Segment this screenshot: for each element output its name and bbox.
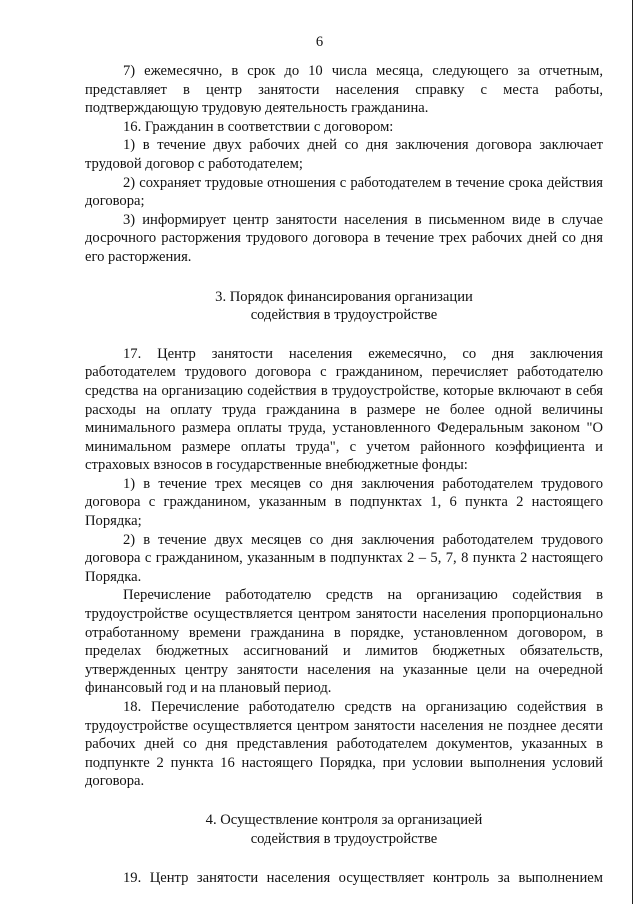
section-heading (85, 288, 603, 325)
paragraph: Перечисление работодателю средств на организацию содействия в трудоустройстве осуществляется центром занятости населения пропорционально отработанному времени гражданина в порядке, установленном договором, в пределах бюджетных ассигнований и лимитов бюджетных обязательств, утвержденных центру занятости населения на указанные цели на очередной финансовый год и на плановый период. (85, 587, 603, 697)
section-heading-line: содействия в трудоустройстве (250, 830, 438, 847)
paragraph: 1) в течение трех месяцев со дня заключения работодателем трудового договора с гражданином, указанным в подпунктах 1, 6 пункта 2 настоящего Порядка; (85, 475, 603, 530)
paragraph: 7) ежемесячно, в срок до 10 числа месяца, следующего за отчетным, представляет в центр занятости населения справку с места работы, подтверждающую трудовую деятельность гражданина. (85, 63, 603, 117)
paragraph: 3) информирует центр занятости населения в письменном виде в случае досрочного расторжения трудового договора в течение трех рабочих дней со дня его расторжения. (85, 211, 603, 265)
document-body (85, 62, 603, 888)
section-heading-line: 3. Порядок финансирования организации (215, 288, 473, 305)
paragraph: 2) сохраняет трудовые отношения с работодателем в течение срока действия договора; (85, 174, 603, 210)
section-heading-line: содействия в трудоустройстве (250, 307, 438, 324)
paragraph: 1) в течение двух рабочих дней со дня заключения договора заключает трудовой договор с работодателем; (85, 137, 603, 172)
page-number: 6 (315, 34, 324, 50)
paragraph: 2) в течение двух месяцев со дня заключения работодателем трудового договора с гражданином, указанным в подпунктах 2 – 5, 7, 8 пункта 2 настоящего Порядка. (85, 531, 603, 585)
paragraph: 19. Центр занятости населения осуществляет контроль за выполнением (123, 870, 603, 887)
paragraph: 17. Центр занятости населения ежемесячно, со дня заключения работодателем трудового договора с гражданином, перечисляет работодателю средства на организацию содействия в трудоустройстве, которые включают в себя расходы на оплату труда гражданина в размере не более одной величины минимального размера оплаты труда, установленного Федеральным законом "О минимальном размере оплаты труда", с учетом районного коэффициента и страховых взносов в государственные внебюджетные фонды: (85, 345, 603, 474)
section-heading-line: 4. Осуществление контроля за организацией (205, 811, 483, 828)
paragraph: 18. Перечисление работодателю средств на организацию содействия в трудоустройстве осуществляется центром занятости населения не позднее десяти рабочих дней со дня представления работодателем документов, указанных в подпункте 2 пункта 16 настоящего Порядка, при условии выполнения условий договора. (85, 699, 603, 790)
scan-edge-line (632, 0, 633, 904)
section-heading (85, 811, 603, 848)
paragraph: 16. Гражданин в соответствии с договором: (123, 118, 394, 135)
